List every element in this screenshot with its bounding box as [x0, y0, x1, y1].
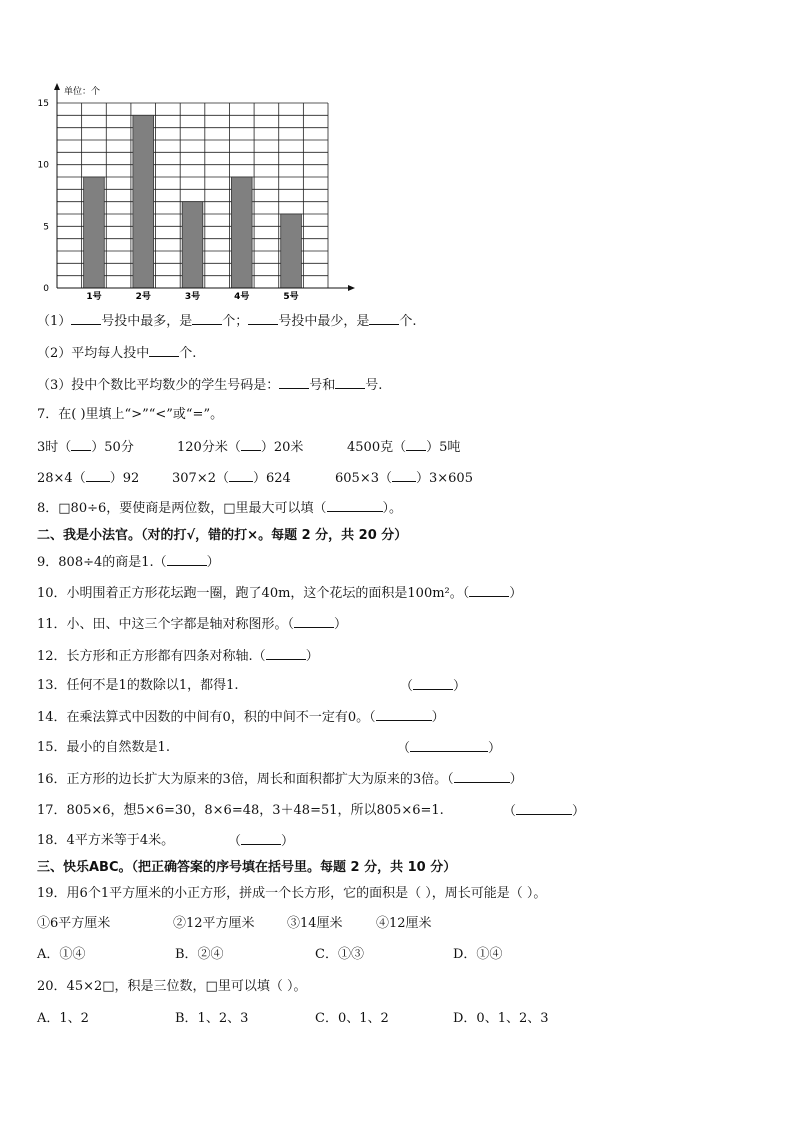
judge-q13-answer: （ ）	[400, 679, 467, 694]
category-label: 5号	[283, 292, 299, 302]
judge-q16: 16．正方形的边长扩大为原来的3倍，周长和面积都扩大为原来的3倍。（ ）	[37, 772, 523, 787]
q19-item: ①6平方厘米	[37, 916, 111, 931]
q6-p3-text: 号和	[309, 378, 336, 393]
q6-part2	[37, 345, 196, 362]
q19-choice-a[interactable]: A．①④	[37, 947, 86, 962]
judge-q15: 15．最小的自然数是1.	[37, 740, 170, 755]
answer-blank[interactable]	[335, 377, 365, 389]
q20-choice-b[interactable]: B．1、2、3	[175, 1011, 249, 1026]
answer-blank[interactable]	[279, 377, 309, 389]
q19-choice-c[interactable]: C．①③	[315, 947, 364, 962]
bar-2	[133, 115, 154, 288]
y-tick-label: 10	[37, 160, 49, 171]
judge-q10: 10．小明围着正方形花坛跑一圈，跑了40m，这个花坛的面积是100m²。（ ）	[37, 586, 523, 601]
y-tick-label: 5	[43, 222, 49, 233]
q6-p1-text: 号投中最少，是	[278, 314, 370, 329]
answer-blank[interactable]	[413, 678, 453, 690]
answer-blank[interactable]	[376, 709, 432, 721]
bar-5	[281, 214, 302, 288]
bar-3	[182, 202, 203, 288]
judge-q13: 13．任何不是1的数除以1，都得1.	[37, 678, 239, 693]
judge-q17-answer: （ ）	[503, 804, 586, 819]
q7-item: 4500克（ ）5吨	[347, 440, 461, 455]
y-axis-label: 单位：个	[64, 87, 101, 97]
q19-stem: 19．用6个1平方厘米的小正方形，拼成一个长方形，它的面积是（ ），周长可能是（ ）。	[37, 886, 547, 901]
q6-p1-text: 个；	[222, 314, 249, 329]
q6-p3-text: （3）投中个数比平均数少的学生号码是：	[37, 378, 280, 393]
bar-chart	[30, 78, 360, 308]
bar-1	[84, 177, 105, 288]
chart-ticks	[38, 99, 50, 294]
y-axis-arrow	[54, 83, 60, 90]
answer-blank[interactable]	[392, 470, 416, 482]
answer-blank[interactable]	[167, 554, 207, 566]
q20-choice-c[interactable]: C．0、1、2	[315, 1011, 389, 1026]
q20-choice-d[interactable]: D．0、1、2、3	[453, 1011, 549, 1026]
category-label: 3号	[184, 292, 201, 302]
answer-blank[interactable]	[248, 313, 278, 325]
q7-item: 3时（ ）50分	[37, 440, 134, 455]
answer-blank[interactable]	[406, 439, 426, 451]
q8: 8．□80÷6，要使商是两位数，□里最大可以填（ ）。	[37, 501, 403, 516]
judge-q17: 17．805×6，想5×6=30，8×6=48，3＋48=51，所以805×6=1.	[37, 803, 444, 818]
answer-blank[interactable]	[369, 313, 399, 325]
answer-blank[interactable]	[241, 833, 281, 845]
q19-item: ②12平方厘米	[173, 916, 255, 931]
answer-blank[interactable]	[229, 470, 253, 482]
answer-blank[interactable]	[327, 500, 383, 512]
answer-blank[interactable]	[410, 740, 488, 752]
section-3-heading: 三、快乐ABC。（把正确答案的序号填在括号里。每题 2 分，共 10 分）	[37, 860, 457, 875]
q19-choice-b[interactable]: B．②④	[175, 947, 224, 962]
q7-title: 7．在( )里填上“>”“<”或“=”。	[37, 407, 224, 422]
judge-q18: 18．4平方米等于4米。	[37, 833, 175, 848]
q20-choice-a[interactable]: A．1、2	[37, 1011, 89, 1026]
q7-item: 120分米（ ）20米	[177, 440, 304, 455]
judge-q12: 12．长方形和正方形都有四条对称轴.（ ）	[37, 649, 319, 664]
q6-p2-text: 个.	[179, 346, 197, 361]
answer-blank[interactable]	[71, 313, 101, 325]
answer-blank[interactable]	[454, 771, 510, 783]
judge-q15-answer: （ ）	[397, 741, 502, 756]
q19-choice-d[interactable]: D．①④	[453, 947, 503, 962]
bar-4	[231, 177, 252, 288]
judge-q14: 14．在乘法算式中因数的中间有0，积的中间不一定有0。（ ）	[37, 710, 445, 725]
q6-p3-text: 号.	[365, 378, 383, 393]
q6-p1-text: 号投中最多，是	[101, 314, 193, 329]
judge-q11: 11．小、田、中这三个字都是轴对称图形。（ ）	[37, 617, 348, 632]
y-tick-label: 15	[37, 99, 49, 109]
q6-part3	[37, 377, 382, 394]
q7-item: 307×2（ ）624	[172, 471, 291, 486]
answer-blank[interactable]	[86, 470, 110, 482]
answer-blank[interactable]	[149, 345, 179, 357]
answer-blank[interactable]	[192, 313, 222, 325]
section-2-heading: 二、我是小法官。（对的打√，错的打×。每题 2 分，共 20 分）	[37, 528, 408, 543]
q6-p1-text: 个.	[399, 314, 417, 329]
answer-blank[interactable]	[241, 439, 261, 451]
q20-stem: 20．45×2□，积是三位数，□里可以填（ ）。	[37, 979, 307, 994]
category-label: 2号	[135, 292, 151, 302]
q6-p1-text: （1）	[37, 314, 72, 329]
answer-blank[interactable]	[266, 648, 306, 660]
answer-blank[interactable]	[294, 616, 334, 628]
y-tick-label: 0	[43, 284, 49, 294]
q19-item: ④12厘米	[376, 916, 432, 931]
answer-blank[interactable]	[516, 803, 572, 815]
q6-p2-text: （2）平均每人投中	[37, 346, 150, 361]
q7-item: 605×3（ ）3×605	[335, 471, 473, 486]
category-label: 4号	[234, 292, 250, 302]
judge-q18-answer: （ ）	[228, 834, 295, 849]
q19-item: ③14厘米	[287, 916, 343, 931]
answer-blank[interactable]	[71, 439, 91, 451]
chart-categories	[86, 290, 298, 302]
q6-part1	[37, 313, 416, 330]
q7-item: 28×4（ ）92	[37, 471, 140, 486]
x-axis-arrow	[348, 285, 355, 291]
judge-q9: 9．808÷4的商是1.（ ）	[37, 555, 220, 570]
category-label: 1号	[86, 292, 102, 302]
answer-blank[interactable]	[469, 585, 509, 597]
